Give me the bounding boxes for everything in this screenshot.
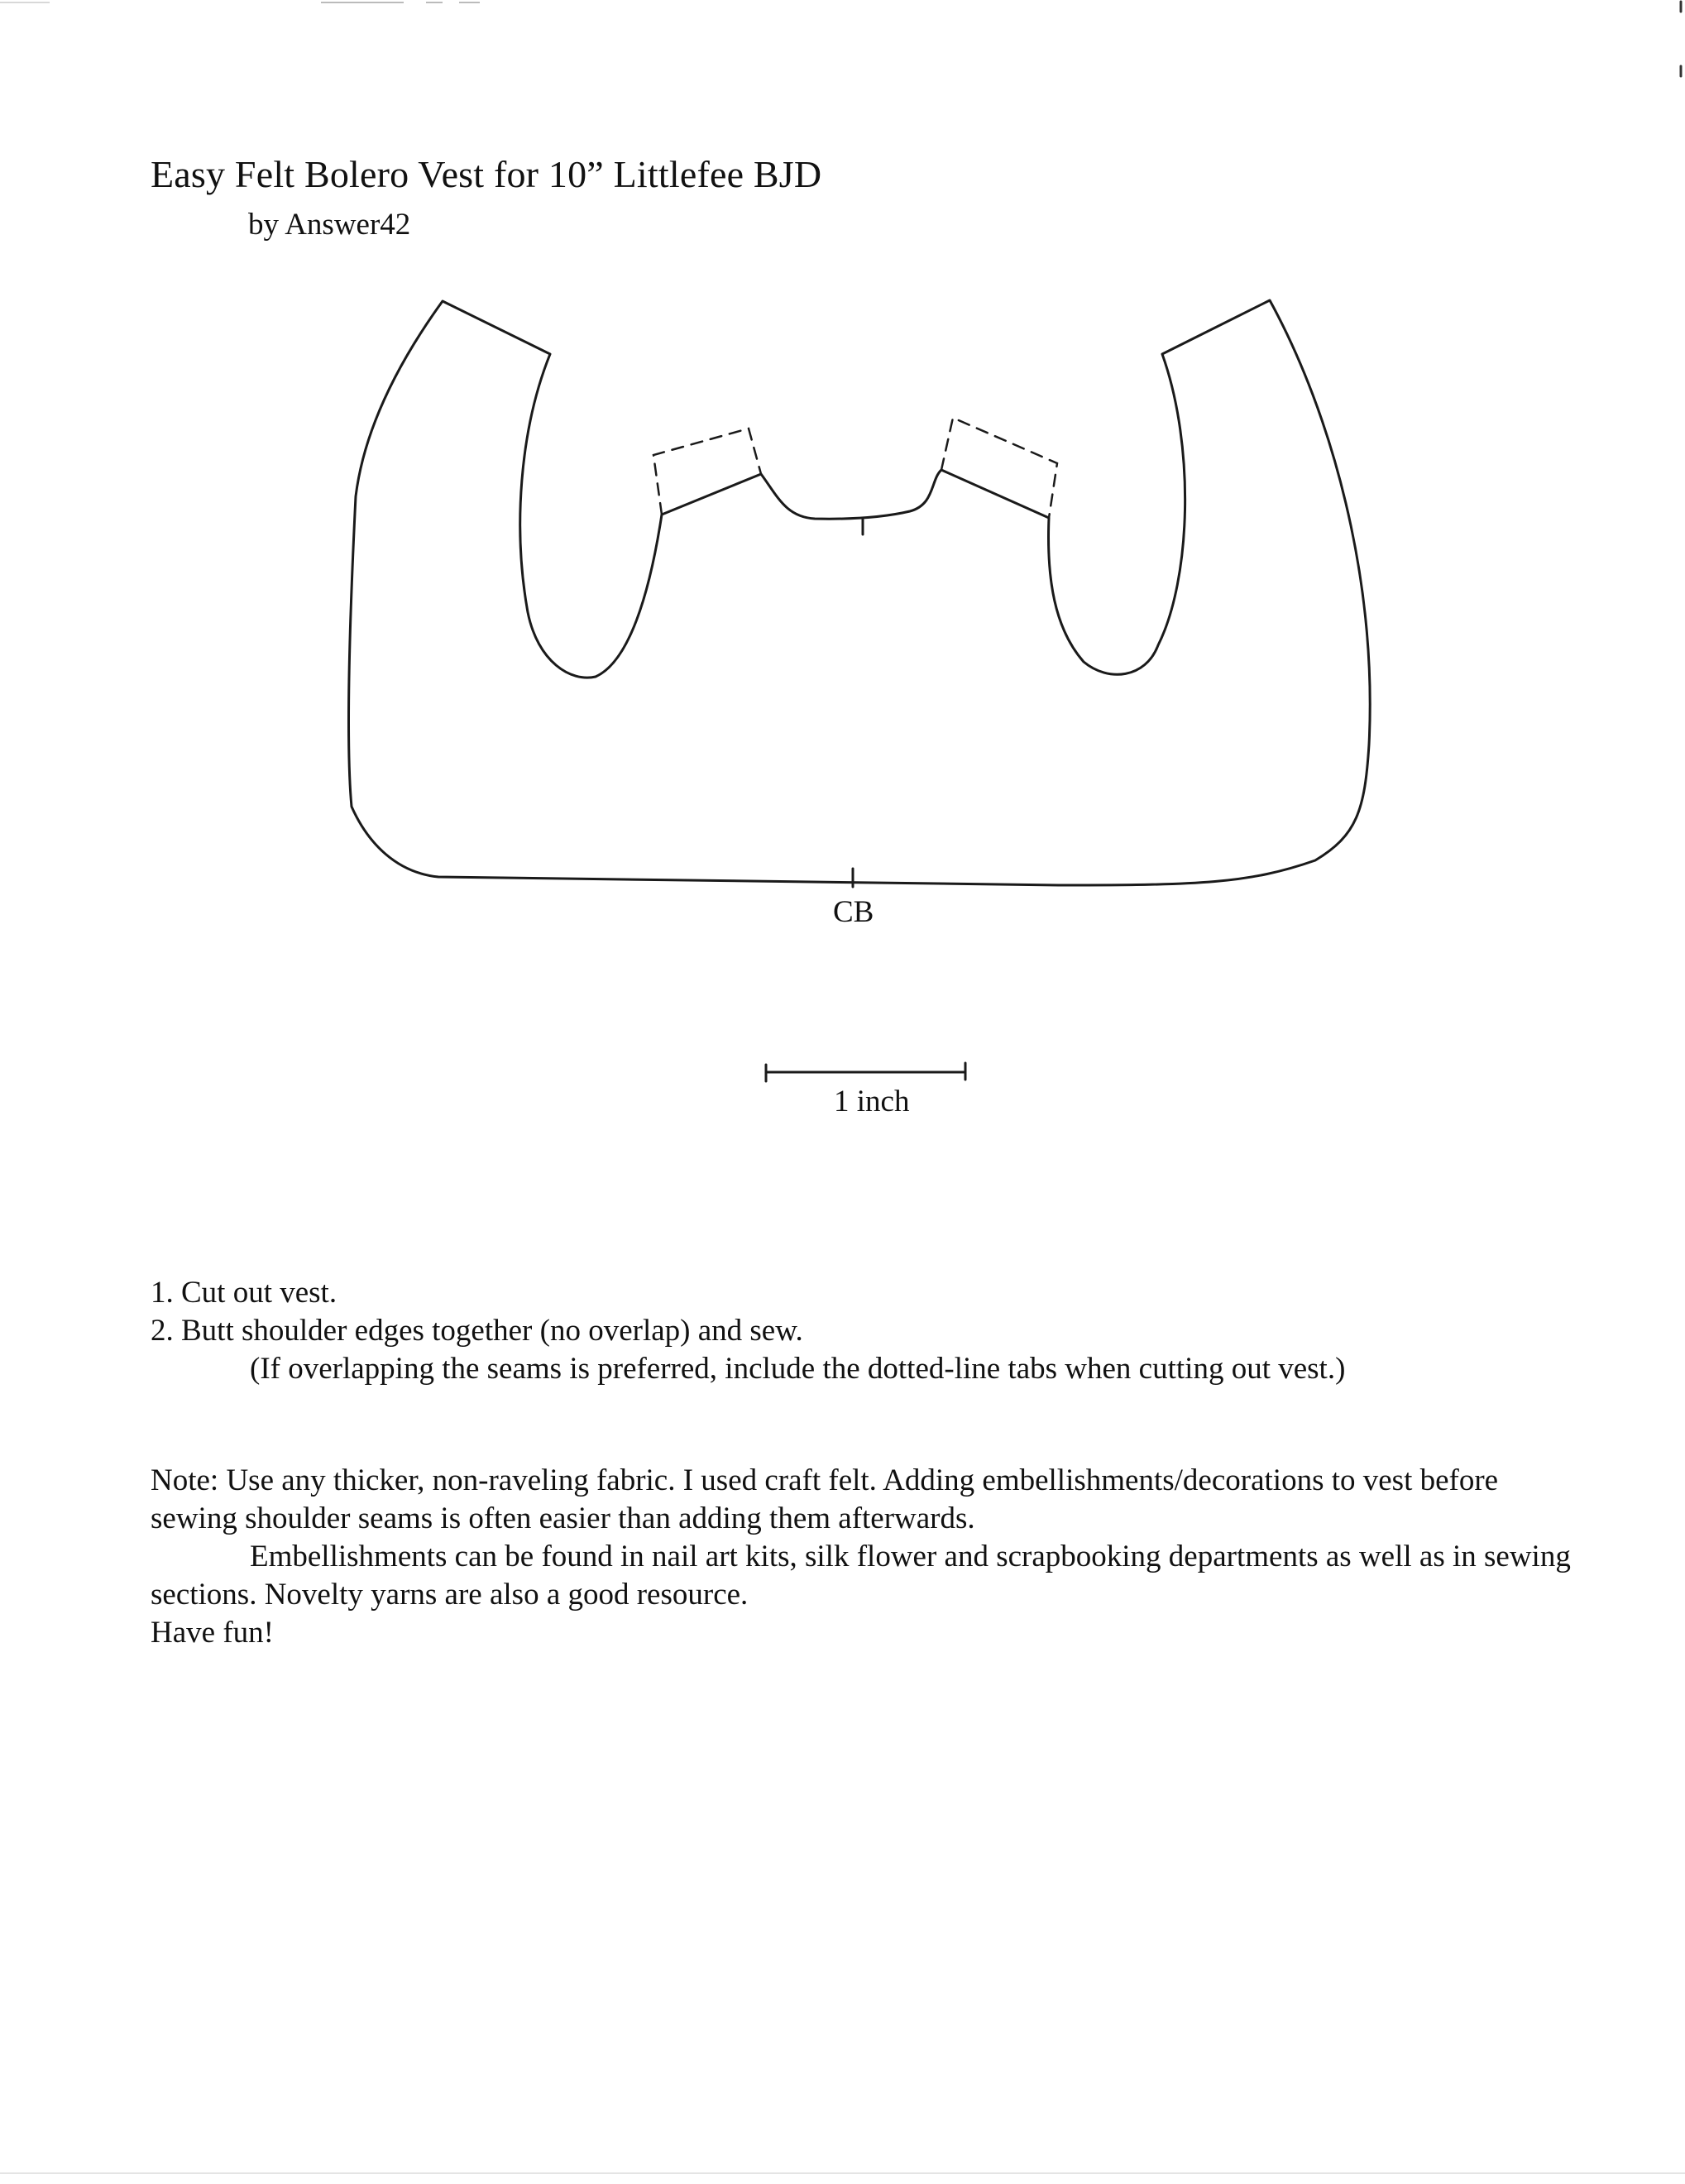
page-author: by Answer42 (248, 208, 411, 242)
page-title: Easy Felt Bolero Vest for 10” Littlefee BJD (151, 153, 822, 195)
note-section (151, 1462, 1573, 1652)
left-overlap-tab (653, 429, 761, 515)
note-closing: Have fun! (151, 1616, 274, 1650)
note-paragraph-1: Note: Use any thicker, non-raveling fabric. I used craft felt. Adding embellishments/decorations to vest before sewing shoulder seams is often easier than adding them afterwards. (151, 1463, 1499, 1535)
right-overlap-tab (941, 418, 1057, 518)
vest-outline (348, 300, 1370, 885)
instruction-step-2: 2. Butt shoulder edges together (no overlap) and sew. (151, 1314, 803, 1348)
instruction-step-1: 1. Cut out vest. (151, 1276, 337, 1310)
instructions (151, 1274, 1573, 1388)
instruction-step-2-note: (If overlapping the seams is preferred, include the dotted-line tabs when cutting out vest.) (250, 1352, 1346, 1386)
center-back-label: CB (833, 895, 874, 929)
note-paragraph-2: Embellishments can be found in nail art kits, silk flower and scrapbooking departments as well as in sewing sections. Novelty yarns are also a good resource. (151, 1540, 1571, 1612)
scale-label: 1 inch (834, 1085, 910, 1118)
